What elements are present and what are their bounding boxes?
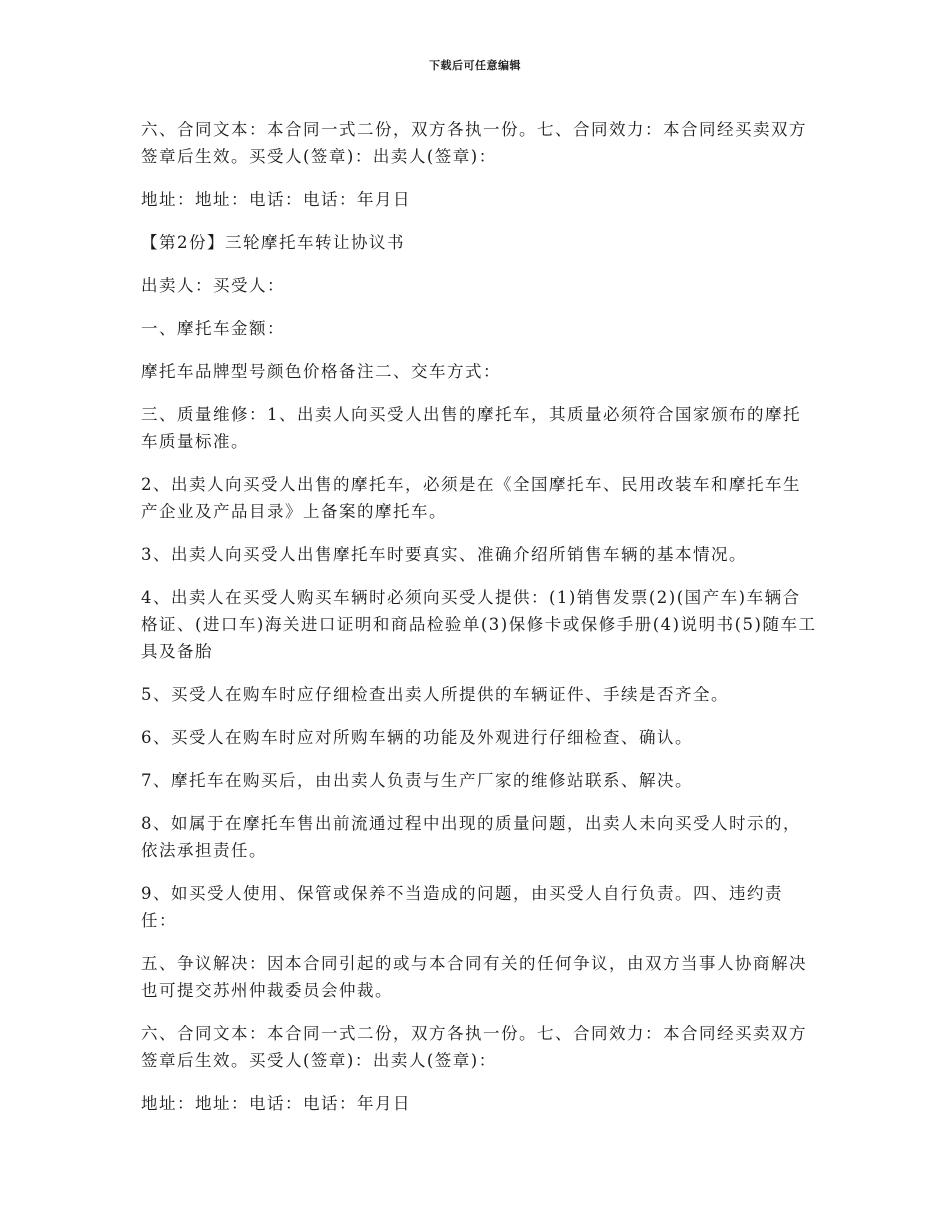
paragraph-quality-1: 三、质量维修：1、出卖人向买受人出售的摩托车，其质量必须符合国家颁布的摩托车质量标准。 <box>141 405 801 451</box>
paragraph-delivery: 摩托车品牌型号颜色价格备注二、交车方式： <box>141 362 501 381</box>
paragraph-quality-6: 6、买受人在购车时应对所购车辆的功能及外观进行仔细检查、确认。 <box>141 728 693 747</box>
page-header: 下载后可任意编辑 <box>429 59 521 72</box>
paragraph-address-line: 地址：地址：电话：电话：年月日 <box>141 190 411 209</box>
paragraph-parties: 出卖人：买受人： <box>141 276 285 295</box>
paragraph-quality-7: 7、摩托车在购买后，由出卖人负责与生产厂家的维修站联系、解决。 <box>141 771 693 790</box>
paragraph-quality-8: 8、如属于在摩托车售出前流通过程中出现的质量问题，出卖人未向买受人时示的，依法承担责任。 <box>141 814 801 860</box>
paragraph-amount: 一、摩托车金额： <box>141 319 285 338</box>
paragraph-dispute: 五、争议解决：因本合同引起的或与本合同有关的任何争议，由双方当事人协商解决也可提交苏州仲裁委员会仲裁。 <box>141 954 807 1000</box>
paragraph-section-title: 【第2份】三轮摩托车转让协议书 <box>141 233 405 252</box>
paragraph-quality-9: 9、如买受人使用、保管或保养不当造成的问题，由买受人自行负责。四、违约责任： <box>141 884 783 930</box>
paragraph-quality-5: 5、买受人在购车时应仔细检查出卖人所提供的车辆证件、手续是否齐全。 <box>141 685 729 704</box>
paragraph-contract-copies-repeat: 六、合同文本：本合同一式二份，双方各执一份。七、合同效力：本合同经买卖双方签章后生效。买受人(签章)：出卖人(签章)： <box>141 1024 807 1070</box>
document-body <box>141 116 817 1133</box>
paragraph-contract-copies: 六、合同文本：本合同一式二份，双方各执一份。七、合同效力：本合同经买卖双方签章后生效。买受人(签章)：出卖人(签章)： <box>141 120 807 166</box>
paragraph-address-line-repeat: 地址：地址：电话：电话：年月日 <box>141 1094 411 1113</box>
paragraph-quality-3: 3、出卖人向买受人出售摩托车时要真实、准确介绍所销售车辆的基本情况。 <box>141 545 747 564</box>
paragraph-quality-2: 2、出卖人向买受人出售的摩托车，必须是在《全国摩托车、民用改装车和摩托车生产企业及产品目录》上备案的摩托车。 <box>141 475 801 521</box>
paragraph-quality-4: 4、出卖人在买受人购买车辆时必须向买受人提供：(1)销售发票(2)(国产车)车辆合格证、(进口车)海关进口证明和商品检验单(3)保修卡或保修手册(4)说明书(5)随车工具及备胎 <box>141 588 817 661</box>
